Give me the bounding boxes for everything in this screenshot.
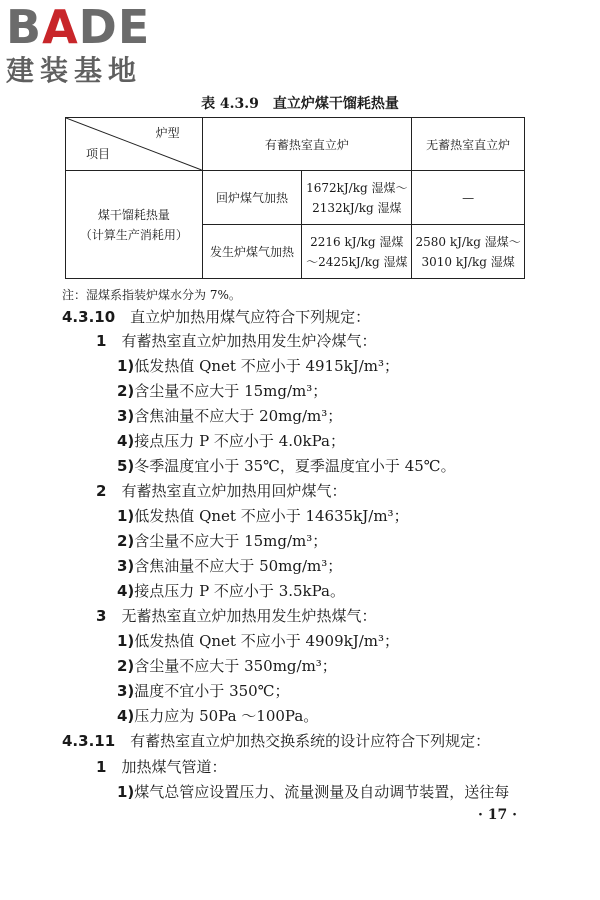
- item-heading: 1 有蓄热室直立炉加热用发生炉冷煤气：: [96, 332, 377, 350]
- sub-producer-gas: 发生炉煤气加热: [202, 225, 302, 279]
- corner-item: 项目: [86, 147, 111, 161]
- header-regenerative: 有蓄热室直立炉: [202, 118, 412, 171]
- sub-item: 2)含尘量不应大于 15mg/m³；: [117, 382, 328, 400]
- table-corner-header: [66, 118, 203, 171]
- item-heading: 3 无蓄热室直立炉加热用发生炉热煤气：: [96, 607, 377, 625]
- sub-item: 5)冬季温度宜小于 35℃，夏季温度宜小于 45℃。: [117, 457, 456, 475]
- sub-item: 3)含焦油量不应大于 20mg/m³；: [117, 407, 343, 425]
- sub-item: 2)含尘量不应大于 15mg/m³；: [117, 532, 328, 550]
- corner-furnace-type: 炉型: [155, 126, 180, 140]
- value-return-gas: 1672kJ/kg 湿煤～2132kJ/kg 湿煤: [302, 171, 412, 225]
- sub-item: 1)低发热值 Qnet 不应小于 4909kJ/m³；: [117, 632, 400, 650]
- logo-subtitle: 建装基地: [6, 54, 143, 87]
- item-heading: 1 加热煤气管道：: [96, 758, 227, 776]
- sub-item: 1)低发热值 Qnet 不应小于 14635kJ/m³；: [117, 507, 409, 525]
- logo-wordmark: BADE: [6, 0, 151, 54]
- clause-heading: 4.3.11 有蓄热室直立炉加热交换系统的设计应符合下列规定：: [62, 732, 491, 750]
- page-number: · 17 ·: [478, 807, 517, 823]
- sub-item: 2)含尘量不应大于 350mg/m³；: [117, 657, 337, 675]
- sub-item: 4)接点压力 P 不应小于 3.5kPa。: [117, 582, 346, 600]
- value-producer-gas: 2216 kJ/kg 湿煤～2425kJ/kg 湿煤: [302, 225, 412, 279]
- heat-consumption-table: [65, 117, 525, 279]
- row-label: 煤干馏耗热量 （计算生产消耗用）: [66, 171, 203, 279]
- logo: [6, 0, 176, 90]
- clause-heading: 4.3.10 直立炉加热用煤气应符合下列规定：: [62, 308, 371, 326]
- value-producer-gas-nr: 2580 kJ/kg 湿煤～3010 kJ/kg 湿煤: [412, 225, 525, 279]
- sub-return-gas: 回炉煤气加热: [202, 171, 302, 225]
- sub-item: 1)低发热值 Qnet 不应小于 4915kJ/m³；: [117, 357, 400, 375]
- table-title: 表 4.3.9 直立炉煤干馏耗热量: [201, 96, 399, 112]
- table-note: 注：湿煤系指装炉煤水分为 7%。: [62, 288, 241, 302]
- value-return-gas-nr: —: [412, 171, 525, 225]
- sub-item: 1)煤气总管应设置压力、流量测量及自动调节装置，送往每: [117, 783, 510, 801]
- sub-item: 3)温度不宜小于 350℃；: [117, 682, 290, 700]
- item-heading: 2 有蓄热室直立炉加热用回炉煤气：: [96, 482, 347, 500]
- sub-item: 4)压力应为 50Pa ～100Pa。: [117, 707, 319, 725]
- sub-item: 4)接点压力 P 不应小于 4.0kPa；: [117, 432, 346, 450]
- header-non-regenerative: 无蓄热室直立炉: [412, 118, 525, 171]
- sub-item: 3)含焦油量不应大于 50mg/m³；: [117, 557, 343, 575]
